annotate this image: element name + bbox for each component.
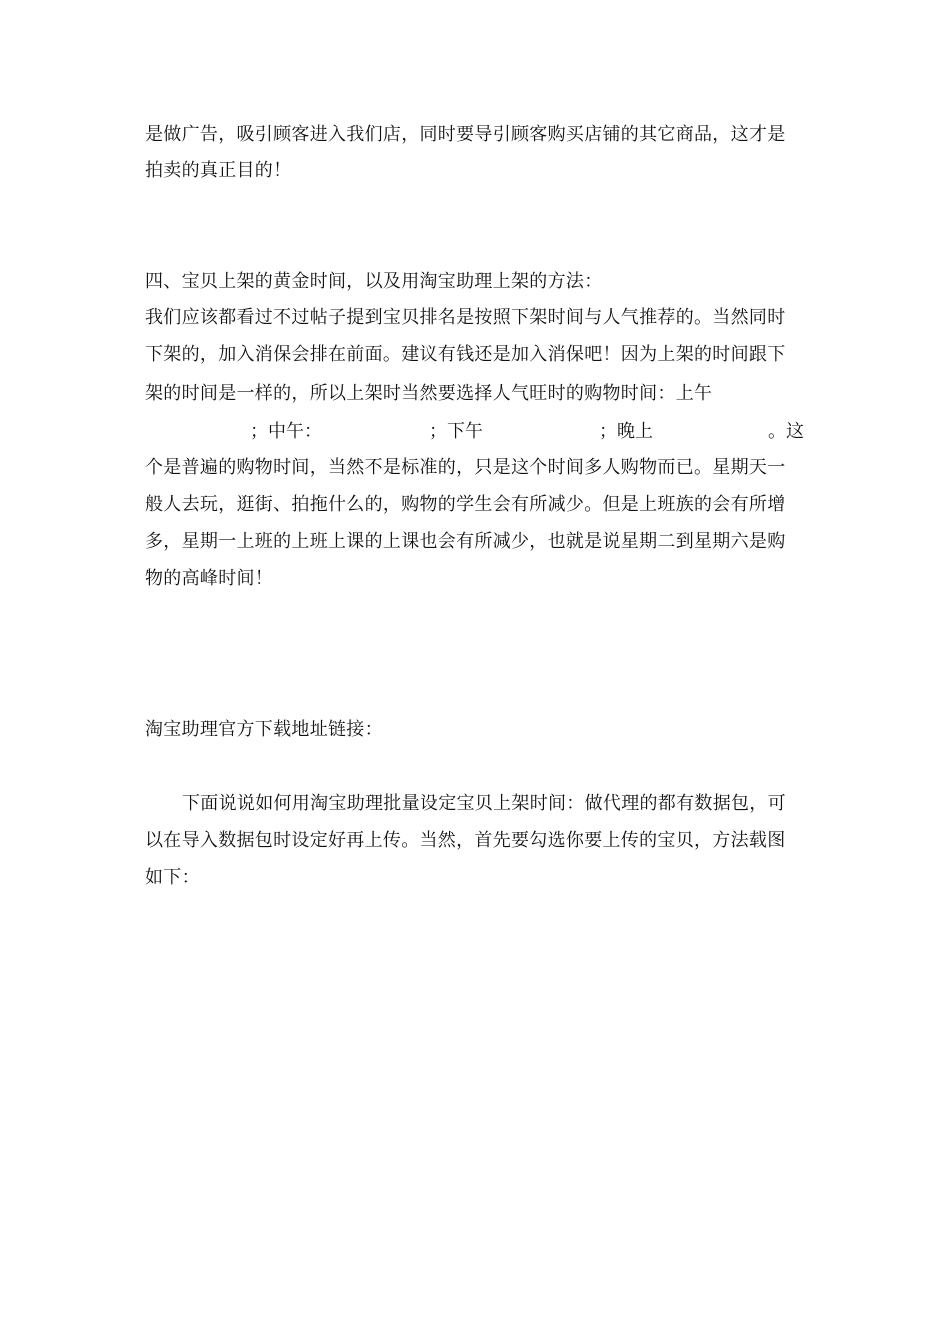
para3-line-1: 下面说说如何用淘宝助理批量设定宝贝上架时间：做代理的都有数据包，可 [182, 793, 786, 814]
para2-line-7: 物的高峰时间！ [145, 568, 274, 589]
time-evening-label: ；晚上 [599, 421, 653, 442]
para2-line-4: 个是普遍的购物时间，当然不是标准的，只是这个时间多人购物而已。星期天一 [145, 457, 786, 478]
para1-line-2: 拍卖的真正目的！ [145, 160, 292, 181]
para3-line-2: 以在导入数据包时设定好再上传。当然，首先要勾选你要上传的宝贝，方法载图 [145, 830, 786, 851]
para2-line-6: 多，星期一上班的上班上课的上课也会有所减少，也就是说星期二到星期六是购 [145, 531, 786, 552]
para2-line-5: 般人去玩，逛街、拍拖什么的，购物的学生会有所减少。但是上班族的会有所增 [145, 494, 786, 515]
para1-line-1: 是做广告，吸引顾客进入我们店，同时要导引顾客购买店铺的其它商品，这才是 [145, 124, 786, 145]
time-afternoon-label: ；下午 [429, 421, 483, 442]
time-row-tail: 。这 [768, 421, 804, 442]
para2-line-3: 架的时间是一样的，所以上架时当然要选择人气旺时的购物时间：上午 [145, 383, 713, 404]
download-link-label: 淘宝助理官方下载地址链接： [145, 719, 383, 740]
para2-line-1: 我们应该都看过不过帖子提到宝贝排名是按照下架时间与人气推荐的。当然同时 [145, 307, 786, 328]
para2-line-2: 下架的，加入消保会排在前面。建议有钱还是加入消保吧！因为上架的时间跟下 [145, 344, 786, 365]
time-noon-label: ；中午： [250, 421, 322, 442]
section-heading: 四、宝贝上架的黄金时间，以及用淘宝助理上架的方法： [145, 271, 603, 292]
para3-line-3: 如下： [145, 867, 200, 888]
